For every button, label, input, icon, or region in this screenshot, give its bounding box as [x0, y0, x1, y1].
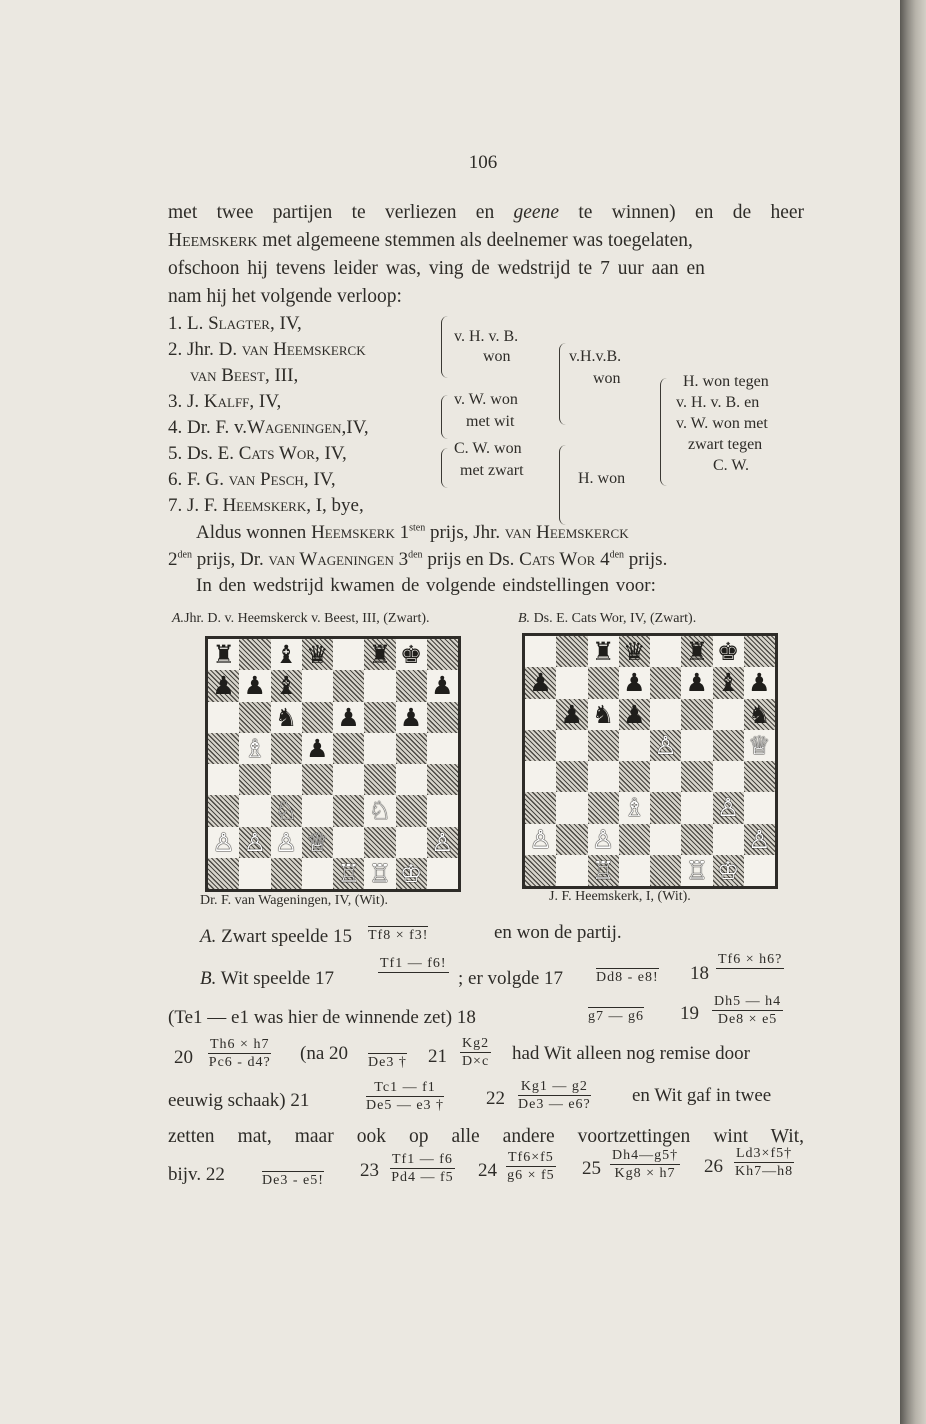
- round1-a-line2: won: [483, 348, 511, 365]
- diagram-b-square: [681, 792, 712, 823]
- page-number: 106: [468, 152, 498, 173]
- brace-round1-a: [441, 316, 448, 378]
- diagram-b-square: [588, 667, 619, 698]
- diagram-b-piece: ♙: [716, 793, 740, 823]
- diagram-a-piece: ♟: [243, 671, 267, 701]
- diagram-b-piece: ♜: [685, 637, 709, 666]
- diagram-a-piece: ♘: [368, 796, 392, 826]
- diagram-a-piece: ♝: [274, 671, 298, 701]
- diagram-b-piece: ♞: [748, 699, 771, 729]
- paragraph-line-4: nam hij het volgende verloop:: [168, 286, 402, 307]
- move-fraction-b2: Dd8 - e8!: [596, 967, 659, 986]
- diagram-a-square: [239, 639, 270, 670]
- diagram-a-square: [239, 764, 270, 795]
- move-fraction-d2: De3 †: [368, 1052, 407, 1071]
- brace-round2-b: [559, 445, 566, 525]
- diagram-a-square: [333, 670, 364, 701]
- diagram-b-square: [681, 761, 712, 792]
- move-fraction-g1: De3 - e5!: [262, 1170, 324, 1189]
- result-line-2: $2^{den}$ prijs, Dr. van Wageningen $3^{den}$ prijs en Ds. Cats Wor $4^{den}$ prijs.: [168, 549, 668, 570]
- diagram-b-square: [588, 761, 619, 792]
- moves-b-mid: ; er volgde 17: [458, 968, 564, 989]
- diagram-b-piece: ♙: [591, 824, 615, 854]
- diagram-b-square: [525, 855, 556, 886]
- brace-round1-b: [441, 395, 448, 439]
- diagram-a-top-label: A.Jhr. D. v. Heemskerck v. Beest, III, (Zwart).: [172, 611, 430, 626]
- diagram-a-piece: ♟: [431, 671, 454, 701]
- diagram-a-square: [427, 702, 458, 733]
- diagram-b-piece: ♟: [560, 699, 584, 729]
- moves-b-text: B. Wit speelde 17: [200, 968, 334, 989]
- diagram-a-piece: ♙: [243, 827, 267, 857]
- chess-diagram-a: [205, 636, 461, 892]
- moves-f-line: zetten mat, maar ook op alle andere voortzettingen wint Wit,: [168, 1126, 804, 1147]
- diagram-a-square: [333, 764, 364, 795]
- diagram-a-square: [333, 639, 364, 670]
- diagram-b-square: [681, 824, 712, 855]
- diagram-a-piece: ♞: [274, 702, 298, 732]
- round2-b-line1: H. won: [578, 470, 626, 487]
- diagram-a-square: [239, 702, 270, 733]
- diagram-b-piece: ♙: [748, 824, 771, 854]
- diagram-a-piece: ♕: [306, 827, 329, 857]
- diagram-b-square: [556, 730, 587, 761]
- round1-b-line2: met wit: [466, 413, 515, 430]
- diagram-b-square: [525, 792, 556, 823]
- diagram-a-square: [302, 858, 333, 889]
- diagram-b-square: [619, 855, 650, 886]
- move-fraction-e1: $\frac{Tc1 — f1}{De5 — e3 \dagger}$: [366, 1080, 445, 1113]
- diagram-a-piece: ♙: [212, 827, 235, 857]
- diagram-a-piece: ♛: [306, 640, 329, 669]
- round3-line5: C. W.: [713, 457, 750, 474]
- diagram-b-piece: ♚: [716, 637, 740, 666]
- round3-line2: v. H. v. B. en: [676, 394, 760, 411]
- player-1: 1. L. Slagter, IV,: [168, 313, 302, 334]
- diagram-b-square: [556, 636, 587, 667]
- diagram-b-square: [650, 855, 681, 886]
- diagram-b-square: [556, 824, 587, 855]
- diagram-b-bottom-label: J. F. Heemskerk, I, (Wit).: [549, 889, 691, 904]
- diagram-a-square: [239, 795, 270, 826]
- diagram-b-piece: ♟: [748, 668, 771, 698]
- diagram-b-square: [650, 636, 681, 667]
- move-fraction-b1: Tf1 — f6!: [380, 956, 447, 971]
- diagram-b-square: [556, 667, 587, 698]
- diagram-b-square: [744, 855, 775, 886]
- move-fraction-e2: $\frac{Kg1 — g2}{De3 — e6?}$: [518, 1079, 591, 1112]
- moves-d-21: 21: [428, 1046, 447, 1067]
- diagram-b-piece: ♖: [685, 855, 709, 885]
- diagram-a-square: [302, 702, 333, 733]
- diagram-b-square: [525, 699, 556, 730]
- diagram-a-square: [333, 733, 364, 764]
- diagram-b-square: [619, 730, 650, 761]
- diagram-b-square: [650, 824, 681, 855]
- round2-a-line1: v.H.v.B.: [569, 348, 622, 365]
- paragraph-line-1: met twee partijen te verliezen en geene te winnen) en de heer: [168, 202, 804, 223]
- diagram-b-piece: ♙: [654, 730, 677, 760]
- diagram-a-square: [271, 764, 302, 795]
- move-fraction-g3: $\frac{Tf6\times f5}{g6 \times f5}$: [507, 1150, 555, 1183]
- diagram-a-piece: ♟: [399, 702, 423, 732]
- diagram-b-square: [681, 699, 712, 730]
- diagram-b-piece: ♟: [529, 668, 552, 698]
- moves-g-bijv: bijv. 22: [168, 1164, 225, 1185]
- diagram-a-square: [427, 733, 458, 764]
- moves-d-rest: had Wit alleen nog remise door: [512, 1043, 750, 1064]
- diagram-b-square: [556, 761, 587, 792]
- moves-c-19: 19: [680, 1003, 699, 1024]
- diagram-a-piece: ♙: [274, 827, 298, 857]
- diagram-a-square: [333, 827, 364, 858]
- player-7: 7. J. F. Heemskerk, I, bye,: [168, 495, 364, 516]
- diagram-a-square: [208, 733, 239, 764]
- diagram-a-piece: ♔: [399, 858, 423, 888]
- move-fraction-c2: $\frac{Dh5 — h4}{De8 \times e5}$: [714, 994, 782, 1027]
- round3-line4: zwart tegen: [688, 436, 763, 453]
- moves-g-25: 25: [582, 1158, 601, 1179]
- diagram-b-piece: ♝: [716, 668, 740, 698]
- diagram-b-square: [556, 855, 587, 886]
- diagram-b-square: [744, 792, 775, 823]
- diagram-b-square: [619, 761, 650, 792]
- moves-e-rest: en Wit gaf in twee: [632, 1085, 772, 1106]
- move-fraction-g4: $\frac{Dh4—g5\dagger}{Kg8 \times h7}$: [612, 1148, 679, 1181]
- round2-a-line2: won: [593, 370, 621, 387]
- result-line-1: Aldus wonnen Heemskerk $1^{sten}$ prijs, Jhr. van Heemskerck: [196, 522, 629, 543]
- diagram-a-square: [302, 795, 333, 826]
- diagram-a-square: [208, 795, 239, 826]
- diagram-b-square: [650, 699, 681, 730]
- diagram-a-square: [302, 670, 333, 701]
- diagram-a-square: [364, 733, 395, 764]
- paragraph-line-3: ofschoon hij tevens leider was, ving de wedstrijd te 7 uur aan en: [168, 258, 705, 279]
- diagram-a-square: [208, 858, 239, 889]
- diagram-a-square: [427, 858, 458, 889]
- diagram-b-square: [744, 761, 775, 792]
- brace-round3: [660, 378, 667, 486]
- diagram-a-square: [427, 795, 458, 826]
- diagram-a-piece: ♖: [368, 858, 392, 888]
- diagram-a-piece: ♝: [274, 640, 298, 669]
- brace-round2-a: [559, 343, 566, 425]
- moves-d-na: (na 20: [300, 1043, 349, 1064]
- diagram-b-square: [588, 792, 619, 823]
- move-fraction-a: Tf8 × f3!: [368, 925, 428, 944]
- round3-line3: v. W. won met: [676, 415, 768, 432]
- player-4: 4. Dr. F. v.Wageningen,IV,: [168, 417, 369, 438]
- diagram-a-square: [364, 670, 395, 701]
- moves-g-24: 24: [478, 1160, 497, 1181]
- diagram-a-square: [427, 639, 458, 670]
- diagram-a-piece: ♚: [399, 640, 423, 669]
- diagram-a-square: [427, 764, 458, 795]
- diagram-b-piece: ♙: [529, 824, 552, 854]
- diagram-a-square: [396, 670, 427, 701]
- diagram-b-piece: ♞: [591, 699, 615, 729]
- diagram-a-piece: ♟: [212, 671, 235, 701]
- diagram-a-bottom-label: Dr. F. van Wageningen, IV, (Wit).: [200, 893, 388, 908]
- diagram-b-square: [681, 730, 712, 761]
- diagram-b-square: [525, 761, 556, 792]
- diagram-b-piece: ♕: [748, 730, 771, 760]
- player-6: 6. F. G. van Pesch, IV,: [168, 469, 336, 490]
- diagram-b-square: [556, 792, 587, 823]
- move-fraction-c1: g7 — g6: [588, 1006, 644, 1025]
- diagram-b-piece: ♔: [716, 855, 740, 885]
- diagram-b-piece: ♜: [591, 637, 615, 666]
- diagram-b-piece: ♟: [623, 699, 646, 729]
- diagram-a-square: [239, 858, 270, 889]
- diagram-a-square: [364, 702, 395, 733]
- diagram-a-square: [333, 795, 364, 826]
- player-5: 5. Ds. E. Cats Wor, IV,: [168, 443, 347, 464]
- moves-a-text: A. Zwart speelde 15: [200, 926, 352, 947]
- diagram-a-piece: ♟: [337, 702, 360, 732]
- moves-d-20: 20: [174, 1047, 193, 1068]
- moves-a-after: en won de partij.: [494, 922, 622, 943]
- diagram-a-piece: ♘: [274, 796, 298, 826]
- diagram-a-piece: ♜: [368, 640, 392, 669]
- moves-g-26: 26: [704, 1156, 723, 1177]
- diagram-a-piece: ♙: [431, 827, 454, 857]
- diagram-b-square: [525, 636, 556, 667]
- diagram-b-piece: ♛: [623, 637, 646, 666]
- moves-g-23: 23: [360, 1160, 379, 1181]
- diagram-b-square: [713, 730, 744, 761]
- diagram-a-square: [396, 795, 427, 826]
- diagram-a-square: [364, 827, 395, 858]
- round1-c-line2: met zwart: [460, 462, 524, 479]
- round1-a-line1: v. H. v. B.: [454, 328, 519, 345]
- move-fraction-g2: $\frac{Tf1 — f6}{Pd4 — f5}$: [391, 1152, 454, 1185]
- diagram-b-piece: ♗: [623, 793, 646, 823]
- diagram-a-square: [208, 702, 239, 733]
- diagram-b-square: [713, 699, 744, 730]
- round1-c-line1: C. W. won: [454, 440, 522, 457]
- diagram-b-square: [713, 824, 744, 855]
- diagram-b-square: [713, 761, 744, 792]
- diagram-a-square: [396, 764, 427, 795]
- moves-b-18: 18: [690, 963, 709, 984]
- diagram-b-square: [744, 636, 775, 667]
- move-fraction-d1: $\frac{Th6 \times h7}{Pc6 - d4?}$: [208, 1037, 271, 1070]
- diagram-b-square: [650, 792, 681, 823]
- result-line-3: In den wedstrijd kwamen de volgende eindstellingen voor:: [196, 575, 656, 596]
- diagram-b-square: [588, 730, 619, 761]
- player-3: 3. J. Kalff, IV,: [168, 391, 282, 412]
- round1-b-line1: v. W. won: [454, 391, 518, 408]
- move-fraction-b3: Tf6 × h6?: [718, 952, 783, 967]
- diagram-a-square: [271, 858, 302, 889]
- diagram-a-square: [364, 764, 395, 795]
- diagram-b-square: [525, 730, 556, 761]
- round3-line1: H. won tegen: [683, 373, 769, 390]
- move-fraction-g5: $\frac{Ld3\times f5\dagger}{Kh7—h8}$: [734, 1146, 794, 1179]
- paragraph-line-2: Heemskerk met algemeene stemmen als deelnemer was toegelaten,: [168, 230, 693, 251]
- diagram-a-piece: ♜: [212, 640, 235, 669]
- diagram-b-square: [650, 667, 681, 698]
- diagram-a-piece: ♟: [306, 733, 329, 763]
- diagram-a-square: [208, 764, 239, 795]
- diagram-a-square: [271, 733, 302, 764]
- moves-e-22: 22: [486, 1088, 505, 1109]
- diagram-a-square: [302, 764, 333, 795]
- diagram-a-square: [396, 827, 427, 858]
- diagram-b-square: [650, 761, 681, 792]
- diagram-b-square: [619, 824, 650, 855]
- diagram-a-piece: ♖: [337, 858, 360, 888]
- move-fraction-d3: $\frac{Kg2}{D\times c}$: [461, 1036, 490, 1069]
- diagram-a-square: [396, 733, 427, 764]
- diagram-b-piece: ♟: [623, 668, 646, 698]
- moves-e-text: eeuwig schaak) 21: [168, 1090, 310, 1111]
- diagram-b-top-label: B. Ds. E. Cats Wor, IV, (Zwart).: [518, 611, 697, 626]
- moves-c-text: (Te1 — e1 was hier de winnende zet) 18: [168, 1007, 476, 1028]
- player-2-cont: van Beest, III,: [190, 365, 299, 386]
- diagram-a-piece: ♗: [243, 733, 267, 763]
- diagram-b-piece: ♟: [685, 668, 709, 698]
- player-2: 2. Jhr. D. van Heemskerck: [168, 339, 366, 360]
- diagram-b-piece: ♖: [591, 855, 615, 885]
- brace-round1-c: [441, 448, 448, 488]
- page-edge: [900, 0, 926, 1424]
- chess-diagram-b: [522, 633, 778, 889]
